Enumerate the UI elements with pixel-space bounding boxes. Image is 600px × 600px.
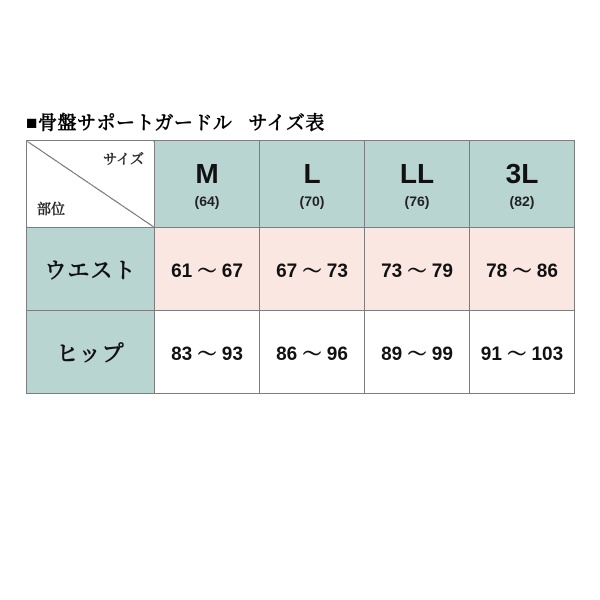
cell-waist-ll: 73 〜 79 bbox=[365, 228, 470, 311]
column-header-l-label: L bbox=[303, 158, 321, 190]
title-sub: サイズ表 bbox=[248, 113, 325, 134]
cell-hip-m: 83 〜 93 bbox=[155, 311, 260, 394]
row-header-hip: ヒップ bbox=[27, 311, 155, 394]
cell-waist-3l: 78 〜 86 bbox=[470, 228, 575, 311]
size-table-container bbox=[26, 140, 574, 394]
corner-part-label: 部位 bbox=[37, 201, 65, 217]
table-header-row bbox=[27, 141, 575, 228]
column-header-ll-label: LL bbox=[399, 158, 435, 190]
column-header-ll bbox=[365, 141, 470, 228]
column-header-m-label: M bbox=[195, 158, 219, 190]
title-main: 骨盤サポートガードル bbox=[37, 113, 233, 134]
corner-size-label: サイズ bbox=[103, 151, 144, 167]
corner-cell bbox=[27, 141, 155, 228]
column-header-3l-sub: (82) bbox=[509, 192, 535, 209]
table-row bbox=[27, 311, 575, 394]
column-header-m-sub: (64) bbox=[194, 192, 220, 209]
page-title bbox=[26, 108, 325, 135]
table-row bbox=[27, 228, 575, 311]
size-table bbox=[26, 140, 575, 394]
column-header-3l-label: 3L bbox=[505, 158, 539, 190]
column-header-l-sub: (70) bbox=[299, 192, 325, 209]
cell-hip-l: 86 〜 96 bbox=[260, 311, 365, 394]
cell-waist-m: 61 〜 67 bbox=[155, 228, 260, 311]
column-header-ll-sub: (76) bbox=[404, 192, 430, 209]
cell-hip-3l: 91 〜 103 bbox=[470, 311, 575, 394]
row-header-waist: ウエスト bbox=[27, 228, 155, 311]
title-marker: ■ bbox=[26, 113, 38, 134]
column-header-m bbox=[155, 141, 260, 228]
cell-hip-ll: 89 〜 99 bbox=[365, 311, 470, 394]
column-header-3l bbox=[470, 141, 575, 228]
cell-waist-l: 67 〜 73 bbox=[260, 228, 365, 311]
column-header-l bbox=[260, 141, 365, 228]
